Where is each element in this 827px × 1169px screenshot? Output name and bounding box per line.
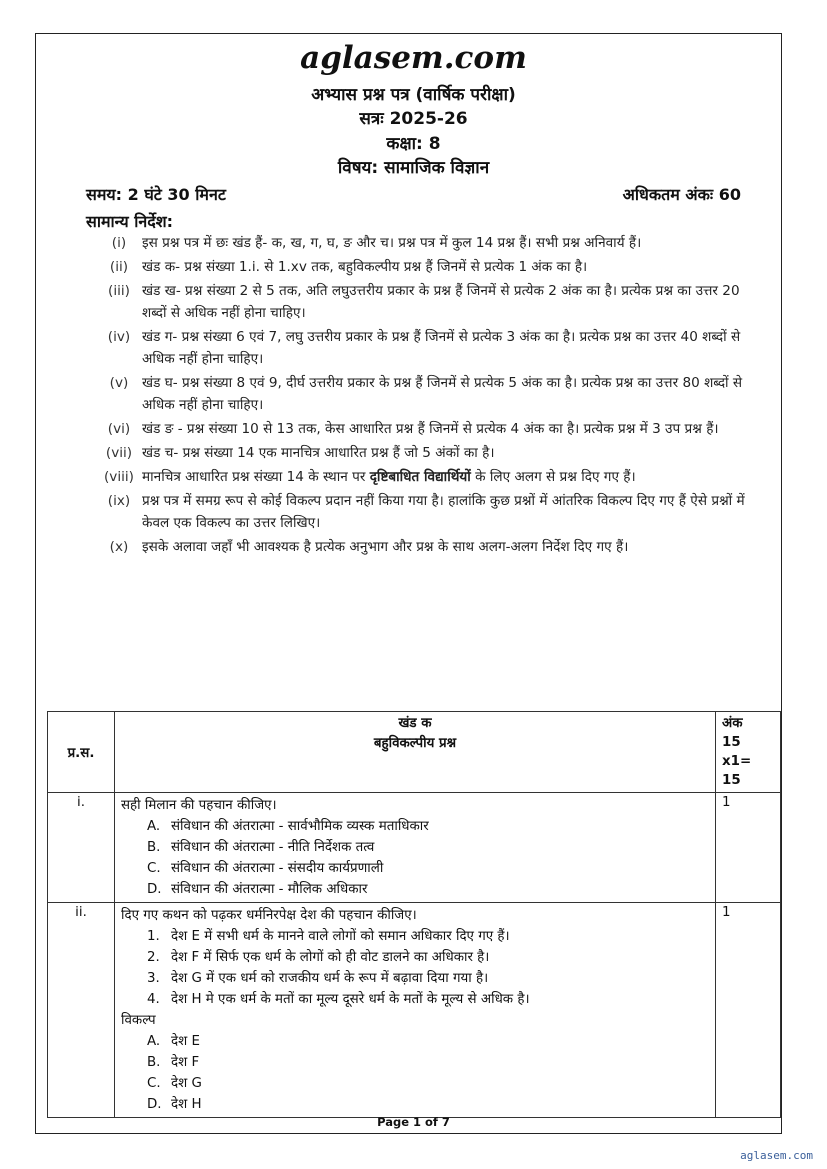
option: D. देश H <box>147 1097 202 1112</box>
statement: 3. देश G में एक धर्म को राजकीय धर्म के रूप में बढ़ावा दिया गया है। <box>147 971 489 986</box>
instructions-title: सामान्य निर्देश: <box>86 212 174 231</box>
instruction-item: (x) इसके अलावा जहाँ भी आवश्यक है प्रत्येक अनुभाग और प्रश्न के साथ अलग-अलग निर्देश दिए गए हैं। <box>109 539 629 555</box>
section-subtitle: बहुविकल्पीय प्रश्न <box>373 736 457 751</box>
class-label: कक्षा: 8 <box>386 134 441 154</box>
option: D. संविधान की अंतरात्मा - मौलिक अधिकार <box>147 882 368 897</box>
section-title: खंड क <box>398 716 432 731</box>
instructions-list <box>96 232 756 560</box>
statement: 1. देश E में सभी धर्म के मानने वाले लोगों को समान अधिकार दिए गए हैं। <box>147 929 510 944</box>
question-text: दिए गए कथन को पढ़कर धर्मनिरपेक्ष देश की पहचान कीजिए। <box>121 908 417 923</box>
instruction-item: (v) खंड घ- प्रश्न संख्या 8 एवं 9, दीर्घ उत्तरीय प्रकार के प्रश्न हैं जिनमें से प्रत्येक 5 अंक का है। प्रत्येक प्रश्न का उत्तर 80 शब्दों से अधिक नहीं होना चाहिए। <box>109 375 743 413</box>
option: B. देश F <box>147 1055 200 1070</box>
session: सत्रः 2025-26 <box>359 109 468 129</box>
instruction-item: (iii) खंड ख- प्रश्न संख्या 2 से 5 तक, अति लघुउत्तरीय प्रकार के प्रश्न हैं जिनमें से प्रत्येक 2 अंक का है। प्रत्येक प्रश्न का उत्तर 20 शब्दों से अधिक नहीं होना चाहिए। <box>108 283 740 321</box>
instruction-item: (viii) मानचित्र आधारित प्रश्न संख्या 14 के स्थान पर दृष्टिबाधित विद्यार्थियों के लिए अलग से प्रश्न दिए गए हैं। <box>104 469 636 485</box>
option: C. संविधान की अंतरात्मा - संसदीय कार्यप्रणाली <box>147 861 384 876</box>
watermark-link[interactable]: aglasem.com <box>740 1149 813 1162</box>
max-marks: अधिकतम अंकः 60 <box>622 185 741 204</box>
brand-logo: aglasem.com <box>300 40 527 76</box>
option: A. देश E <box>147 1034 200 1049</box>
table-row <box>48 793 781 903</box>
question-number: i. <box>48 793 115 903</box>
instruction-item: (i) इस प्रश्न पत्र में छः खंड हैं- क, ख, ग, घ, ङ और च। प्रश्न पत्र में कुल 14 प्रश्न हैं। सभी प्रश्न अनिवार्य हैं। <box>111 235 642 251</box>
time-allowed: समय: 2 घंटे 30 मिनट <box>86 185 226 204</box>
instruction-item: (vii) खंड च- प्रश्न संख्या 14 एक मानचित्र आधारित प्रश्न हैं जो 5 अंकों का है। <box>105 445 495 461</box>
marks-header: अंक 15 x1= 15 <box>716 712 781 793</box>
subject-label: विषय: सामाजिक विज्ञान <box>337 158 490 178</box>
option: B. संविधान की अंतरात्मा - नीति निर्देशक तत्व <box>147 840 375 855</box>
question-text: सही मिलान की पहचान कीजिए। <box>121 798 277 813</box>
question-cell <box>115 793 716 903</box>
statement: 2. देश F में सिर्फ एक धर्म के लोगों को ही वोट डालने का अधिकार है। <box>147 950 490 965</box>
col-header-sn: प्र.स. <box>48 712 115 793</box>
instruction-item: (ix) प्रश्न पत्र में समग्र रूप से कोई विकल्प प्रदान नहीं किया गया है। हालांकि कुछ प्रश्नों में आंतरिक विकल्प दिए गए हैं ऐसे प्रश्नों में केवल एक विकल्प का उत्तर लिखिए। <box>107 493 745 531</box>
choices-label: विकल्प <box>121 1013 156 1028</box>
instruction-item: (ii) खंड क- प्रश्न संख्या 1.i. से 1.xv तक, बहुविकल्पीय प्रश्न हैं जिनमें से प्रत्येक 1 अंक का है। <box>109 259 588 275</box>
question-marks: 1 <box>716 793 781 903</box>
option: C. देश G <box>147 1076 202 1091</box>
question-table <box>47 711 781 1118</box>
instruction-item: (vi) खंड ङ - प्रश्न संख्या 10 से 13 तक, केस आधारित प्रश्न हैं जिनमें से प्रत्येक 4 अंक का है। प्रत्येक प्रश्न में 3 उप प्रश्न हैं। <box>107 421 719 437</box>
page-number: Page 1 of 7 <box>377 1115 450 1129</box>
statement: 4. देश H मे एक धर्म के मतों का मूल्य दूसरे धर्म के मतों के मूल्य से अधिक है। <box>147 992 530 1007</box>
table-row <box>48 903 781 1118</box>
emphasis-text: दृष्टिबाधित विद्यार्थियों <box>369 469 471 485</box>
question-marks: 1 <box>716 903 781 1118</box>
question-number: ii. <box>48 903 115 1118</box>
table-header-row <box>48 712 781 793</box>
section-header <box>115 712 716 793</box>
instruction-item: (iv) खंड ग- प्रश्न संख्या 6 एवं 7, लघु उत्तरीय प्रकार के प्रश्न हैं जिनमें से प्रत्येक 3 अंक का है। प्रत्येक प्रश्न का उत्तर 40 शब्दों से अधिक नहीं होना चाहिए। <box>107 329 741 367</box>
question-cell <box>115 903 716 1118</box>
paper-title: अभ्यास प्रश्न पत्र (वार्षिक परीक्षा) <box>311 85 516 105</box>
option: A. संविधान की अंतरात्मा - सार्वभौमिक व्यस्क मताधिकार <box>147 819 429 834</box>
